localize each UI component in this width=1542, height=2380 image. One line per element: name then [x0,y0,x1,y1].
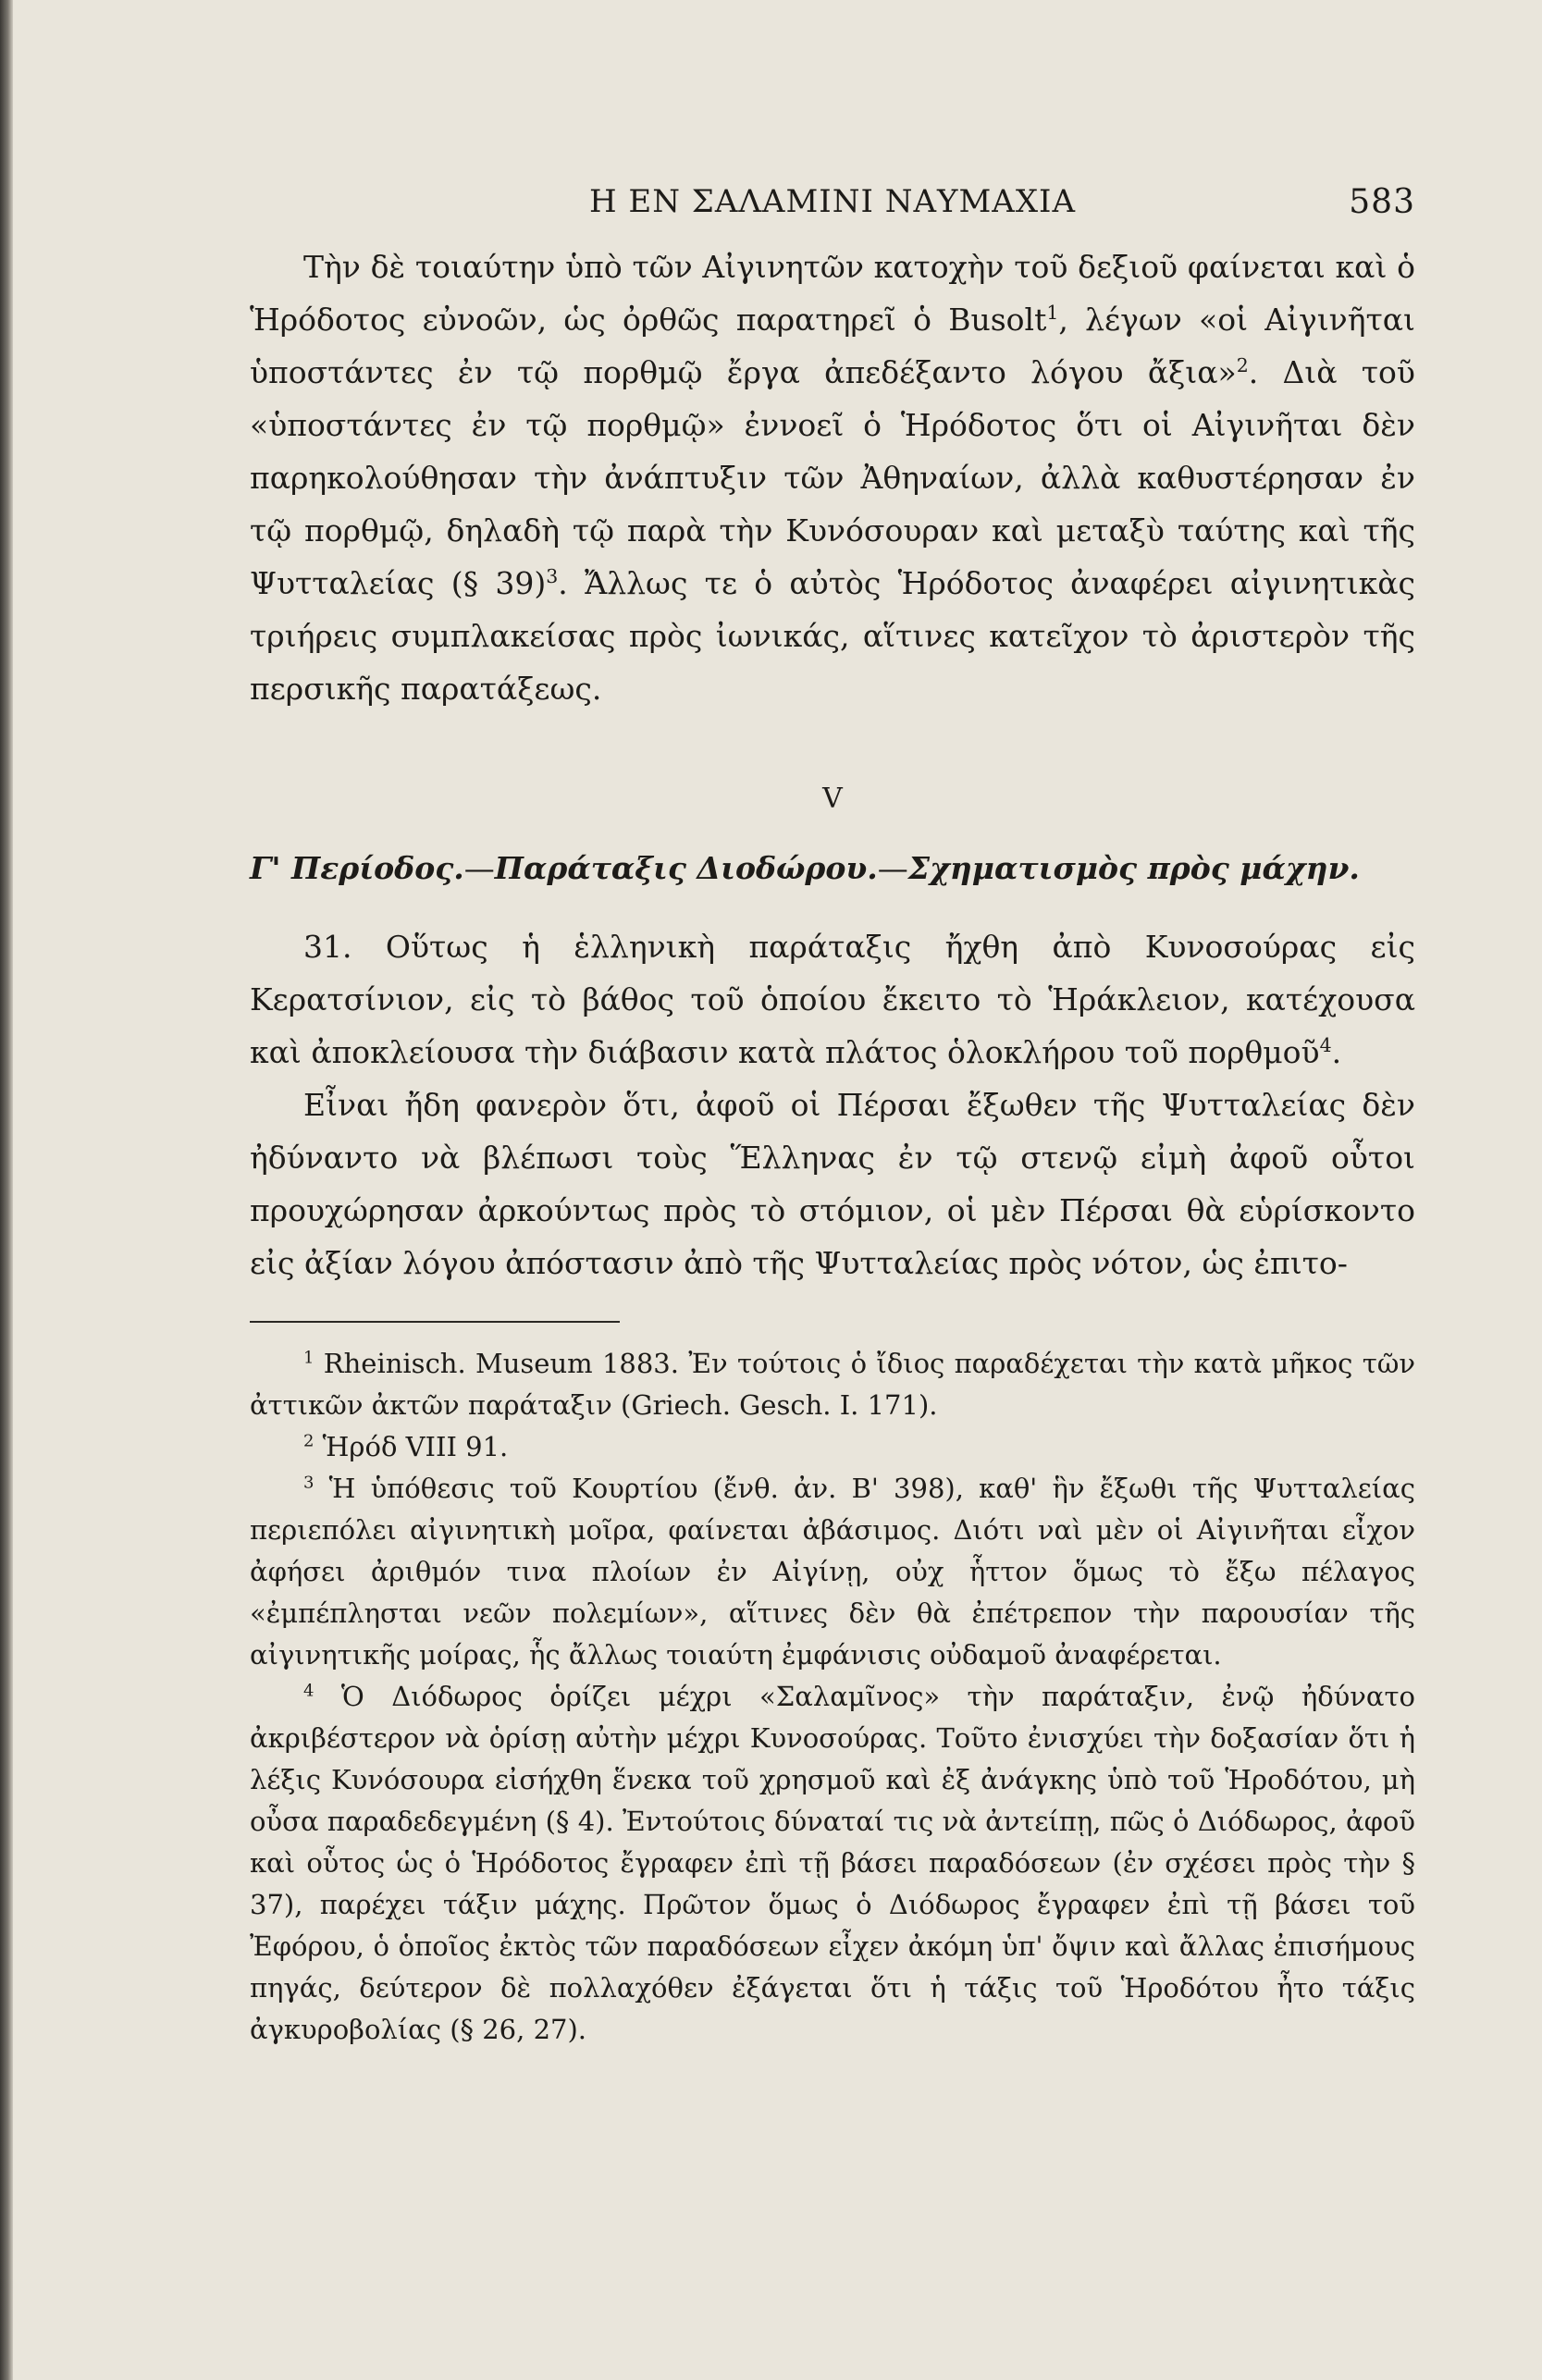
footnote-1 [250,1343,1415,1426]
footnote-ref-3: 3 [546,565,559,587]
footnote-ref-1: 1 [1046,302,1059,324]
footnotes [250,1343,1415,2051]
footnote-text: Ἡρόδ VIII 91. [322,1431,509,1462]
main-text [250,240,1415,1289]
page-number: 583 [1349,183,1415,221]
footnote-marker: 2 [303,1431,315,1451]
footnote-marker: 3 [303,1473,315,1493]
footnote-text: Ὁ Διόδωρος ὁρίζει μέχρι «Σαλαμῖνος» τὴν παράταξιν, ἐνῷ ἠδύνατο ἀκριβέστερον νὰ ὁρίσῃ αὐτὴν μέχρι Κυνοσούρας. Τοῦτο ἐνισχύει τὴν δοξασίαν ὅτι ἡ λέξις Κυνόσουρα εἰσήχθη ἕνεκα τοῦ χρησμοῦ καὶ ἐξ ἀνάγκης ὑπὸ τοῦ Ἡροδότου, μὴ οὖσα παραδεδεγμένη (§ 4). Ἐντούτοις δύναταί τις νὰ ἀντείπῃ, πῶς ὁ Διόδωρος, ἀφοῦ καὶ οὗτος ὡς ὁ Ἡρόδοτος ἔγραφεν ἐπὶ τῇ βάσει παραδόσεων (ἐν σχέσει πρὸς τὴν § 37), παρέχει τάξιν μάχης. Πρῶτον ὅμως ὁ Διόδωρος ἔγραφεν ἐπὶ τῇ βάσει τοῦ Ἐφόρου, ὁ ὁποῖος ἐκτὸς τῶν παραδόσεων εἶχεν ἀκόμη ὑπ' ὄψιν καὶ ἄλλας ἐπισήμους πηγάς, δεύτερον δὲ πολλαχόθεν ἐξάγεται ὅτι ἡ τάξις τοῦ Ἡροδότου ἦτο τάξις ἀγκυροβολίας (§ 26, 27). [250,1681,1415,2045]
book-page [250,176,1415,2238]
footnote-text: Rheinisch. Museum 1883. Ἐν τούτοις ὁ ἴδιος παραδέχεται τὴν κατὰ μῆκος τῶν ἀττικῶν ἀκτῶν παράταξιν (Griech. Gesch. I. 171). [250,1348,1416,1421]
paragraph-1 [250,240,1415,715]
paragraph-1-text-b: , λέγων «οἱ Αἰγινῆται ὑποστάντες ἐν τῷ πορθμῷ ἔργα ἀπεδέξαντο λόγου ἄξια» [250,302,1415,390]
footnote-3 [250,1468,1415,1676]
book-binding-edge [0,0,13,2380]
running-header [250,176,1415,240]
footnote-ref-4: 4 [1319,1034,1332,1056]
footnote-text: Ἡ ὑπόθεσις τοῦ Κουρτίου (ἔνθ. ἀν. Β' 398), καθ' ἣν ἔξωθι τῆς Ψυτταλείας περιεπόλει αἰγινητικὴ μοῖρα, φαίνεται ἀβάσιμος. Διότι ναὶ μὲν οἱ Αἰγινῆται εἶχον ἀφήσει ἀριθμόν τινα πλοίων ἐν Αἰγίνῃ, οὐχ ἧττον ὅμως τὸ ἔξω πέλαγος «ἐμπέπλησται νεῶν πολεμίων», αἵτινες δὲν θὰ ἐπέτρεπον τὴν παρουσίαν τῆς αἰγινητικῆς μοίρας, ἧς ἄλλως τοιαύτη ἐμφάνισις οὐδαμοῦ ἀναφέρεται. [250,1473,1415,1671]
footnote-4 [250,1676,1415,2051]
running-title: Η ΕΝ ΣΑΛΑΜΙΝΙ ΝΑΥΜΑΧΙΑ [588,183,1077,220]
paragraph-2-text-b: . [1331,1034,1342,1070]
footnote-marker: 4 [303,1681,315,1701]
heading-arrangement: Παράταξις Διοδώρου. [494,850,878,886]
paragraph-2-text-a: 31. Οὕτως ἡ ἑλληνικὴ παράταξις ἤχθη ἀπὸ Κυνοσούρας εἰς Κερατσίνιον, εἰς τὸ βάθος τοῦ ὁποίου ἔκειτο τὸ Ἡράκλειον, κατέχουσα καὶ ἀποκλείουσα τὴν διάβασιν κατὰ πλάτος ὁλοκλήρου τοῦ πορθμοῦ [250,929,1415,1070]
footnote-ref-2: 2 [1236,354,1249,376]
section-heading [250,842,1415,894]
paragraph-3: Εἶναι ἤδη φανερὸν ὅτι, ἀφοῦ οἱ Πέρσαι ἔξωθεν τῆς Ψυτταλείας δὲν ἠδύναντο νὰ βλέπωσι τοὺς Ἕλληνας ἐν τῷ στενῷ εἰμὴ ἀφοῦ οὗτοι προυχώρησαν ἀρκούντως πρὸς τὸ στόμιον, οἱ μὲν Πέρσαι θὰ εὑρίσκοντο εἰς ἀξίαν λόγου ἀπόστασιν ἀπὸ τῆς Ψυτταλείας πρὸς νότον, ὡς ἐπιτο- [250,1087,1415,1281]
heading-period: Γ' Περίοδος. [250,850,464,886]
heading-dash-2: — [877,850,908,886]
footnote-marker: 1 [303,1348,315,1368]
section-numeral: V [822,783,843,815]
paragraph-2 [250,920,1415,1079]
paragraph-1-text-d: . Ἄλλως τε ὁ αὐτὸς Ἡρόδοτος ἀναφέρει αἰγινητικὰς τριήρεις συμπλακείσας πρὸς ἰωνικάς, αἵτινες κατεῖχον τὸ ἀριστερὸν τῆς περσικῆς παρατάξεως. [250,565,1415,707]
paragraph-1-text-c: . Διὰ τοῦ «ὑποστάντες ἐν τῷ πορθμῷ» ἐννοεῖ ὁ Ἡρόδοτος ὅτι οἱ Αἰγινῆται δὲν παρηκολούθησαν τὴν ἀνάπτυξιν τῶν Ἀθηναίων, ἀλλὰ καθυστέρησαν ἐν τῷ πορθμῷ, δηλαδὴ τῷ παρὰ τὴν Κυνόσουραν καὶ μεταξὺ ταύτης καὶ τῆς Ψυτταλείας (§ 39) [250,354,1415,601]
footnote-2 [250,1426,1415,1468]
heading-dash-1: — [463,850,495,886]
heading-formation: Σχηματισμὸς πρὸς μάχην. [907,850,1360,886]
paragraph-1-text-a: Τὴν δὲ τοιαύτην ὑπὸ τῶν Αἰγινητῶν κατοχὴν τοῦ δεξιοῦ φαίνεται καὶ ὁ Ἡρόδοτος εὐνοῶν, ὡς ὀρθῶς παρατηρεῖ ὁ Busolt [250,249,1415,338]
footnote-separator [250,1321,620,1323]
